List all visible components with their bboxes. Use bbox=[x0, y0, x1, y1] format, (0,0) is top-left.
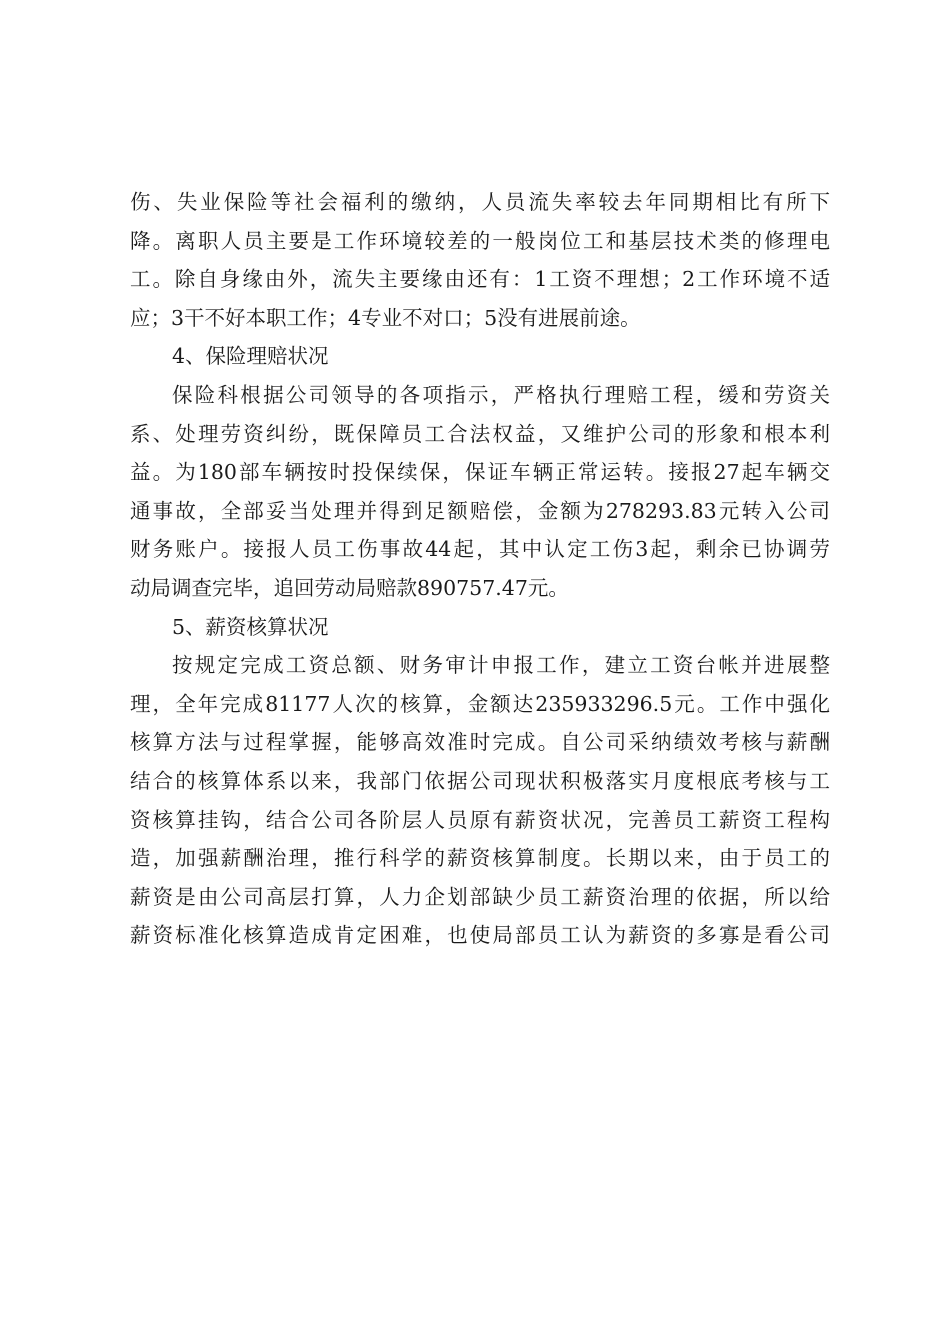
section-heading-insurance-claims: 4、保险理赔状况 bbox=[172, 344, 329, 369]
document-body bbox=[130, 183, 830, 955]
paragraph-line: 降。离职人员主要是工作环境较差的一般岗位工和基层技术类的修理电 bbox=[130, 228, 830, 253]
paragraph-line: 结合的核算体系以来，我部门依据公司现状积极落实月度根底考核与工 bbox=[130, 768, 830, 793]
paragraph-line: 薪资是由公司高层打算，人力企划部缺少员工薪资治理的依据，所以给 bbox=[130, 884, 830, 909]
paragraph-line: 核算方法与过程掌握，能够高效准时完成。自公司采纳绩效考核与薪酬 bbox=[130, 730, 830, 755]
paragraph-line: 益。为180部车辆按时投保续保，保证车辆正常运转。接报27起车辆交 bbox=[130, 460, 830, 485]
paragraph-line: 通事故，全部妥当处理并得到足额赔偿，金额为278293.83元转入公司 bbox=[130, 498, 830, 523]
section-heading-salary-accounting: 5、薪资核算状况 bbox=[172, 614, 329, 639]
paragraph-line: 伤、失业保险等社会福利的缴纳，人员流失率较去年同期相比有所下 bbox=[130, 190, 830, 214]
paragraph-line: 系、处理劳资纠纷，既保障员工合法权益，又维护公司的形象和根本利 bbox=[130, 421, 830, 446]
paragraph-line: 财务账户。接报人员工伤事故44起，其中认定工伤3起，剩余已协调劳 bbox=[130, 537, 830, 562]
paragraph-line: 应；3干不好本职工作；4专业不对口；5没有进展前途。 bbox=[130, 305, 641, 330]
paragraph-line: 按规定完成工资总额、财务审计申报工作，建立工资台帐并进展整 bbox=[172, 653, 830, 678]
paragraph-line: 保险科根据公司领导的各项指示，严格执行理赔工程，缓和劳资关 bbox=[172, 382, 830, 407]
paragraph-line: 薪资标准化核算造成肯定困难，也使局部员工认为薪资的多寡是看公司 bbox=[130, 923, 830, 948]
paragraph-line: 造，加强薪酬治理，推行科学的薪资核算制度。长期以来，由于员工的 bbox=[130, 846, 830, 871]
paragraph-line: 工。除自身缘由外，流失主要缘由还有：1工资不理想；2工作环境不适 bbox=[130, 267, 830, 292]
paragraph-line: 动局调查完毕，追回劳动局赔款890757.47元。 bbox=[130, 575, 569, 600]
paragraph-line: 理，全年完成81177人次的核算，金额达235933296.5元。工作中强化 bbox=[130, 691, 830, 716]
paragraph-line: 资核算挂钩，结合公司各阶层人员原有薪资状况，完善员工薪资工程构 bbox=[130, 807, 830, 832]
